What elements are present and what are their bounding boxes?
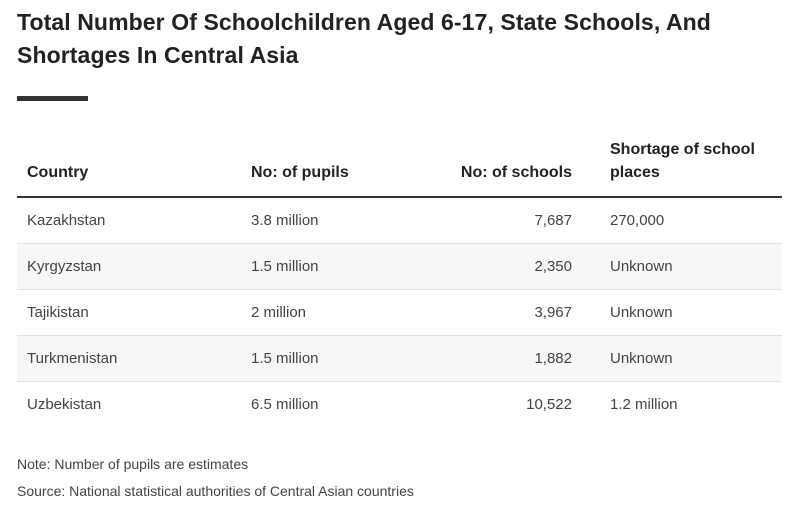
header-country: Country — [17, 132, 241, 197]
cell-pupils: 1.5 million — [251, 349, 319, 367]
cell-shortage: Unknown — [610, 303, 673, 321]
table-row — [17, 335, 782, 381]
cell-pupils: 3.8 million — [251, 211, 319, 229]
table-row — [17, 289, 782, 335]
header-shortage: Shortage of school places — [589, 132, 782, 197]
cell-pupils: 1.5 million — [251, 257, 319, 275]
cell-schools: 1,882 — [534, 349, 572, 367]
cell-country: Turkmenistan — [27, 349, 118, 367]
cell-schools: 10,522 — [526, 395, 572, 413]
table-header-row — [17, 132, 782, 197]
cell-shortage: Unknown — [610, 349, 673, 367]
cell-shortage: 1.2 million — [610, 395, 678, 413]
page-title: Total Number Of Schoolchildren Aged 6-17, State Schools, And Shortages In Central Asia — [17, 9, 711, 68]
footnote: Note: Number of pupils are estimates — [17, 456, 249, 472]
cell-country: Kazakhstan — [27, 211, 106, 229]
data-table — [17, 132, 782, 427]
cell-country: Kyrgyzstan — [27, 257, 102, 275]
table-row — [17, 381, 782, 427]
source-line: Source: National statistical authorities of Central Asian countries — [17, 483, 414, 499]
cell-shortage: Unknown — [610, 257, 673, 275]
cell-schools: 7,687 — [534, 211, 572, 229]
cell-shortage: 270,000 — [610, 211, 665, 229]
cell-pupils: 2 million — [251, 303, 307, 321]
cell-schools: 3,967 — [534, 303, 572, 321]
cell-country: Uzbekistan — [27, 395, 102, 413]
title-underline — [17, 96, 88, 101]
header-schools: No: of schools — [401, 132, 589, 197]
header-pupils: No: of pupils — [241, 132, 401, 197]
cell-schools: 2,350 — [534, 257, 572, 275]
table-row — [17, 243, 782, 289]
cell-country: Tajikistan — [27, 303, 89, 321]
cell-pupils: 6.5 million — [251, 395, 319, 413]
table-row — [17, 197, 782, 243]
